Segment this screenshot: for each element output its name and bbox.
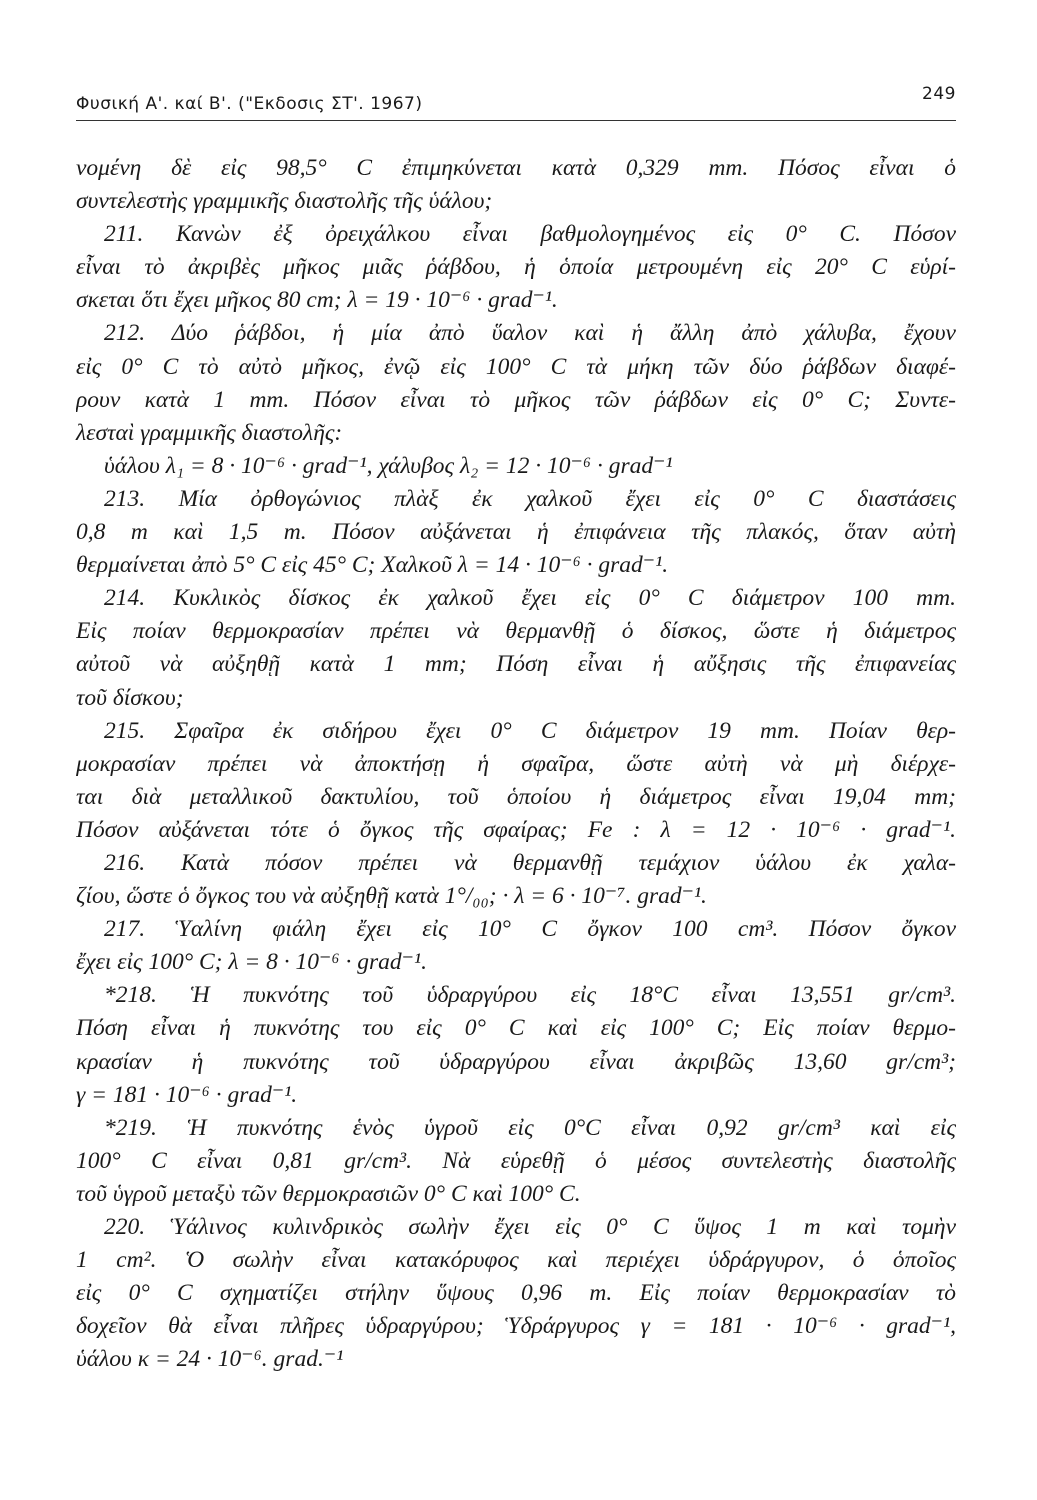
text-line: ζίου, ὥστε ὁ ὄγκος του νὰ αὐξηθῇ κατὰ 1°/₀₀; · λ = 6 · 10⁻⁷. grad⁻¹. <box>76 883 707 910</box>
problem-217-start: 217. Ὑαλίνη φιάλη ἔχει εἰς 10° C ὄγκον 100 cm³. Πόσον ὄγκον <box>104 916 956 943</box>
exercise-text <box>76 152 956 1376</box>
text-line: ρουν κατὰ 1 mm. Πόσον εἶναι τὸ μῆκος τῶν ῥάβδων εἰς 0° C; Συντε- <box>76 386 956 413</box>
problem-212-start: 212. Δύο ῥάβδοι, ἡ μία ἀπὸ ὕαλον καὶ ἡ ἄλλη ἀπὸ χάλυβα, ἔχουν <box>104 320 956 347</box>
page-number: 249 <box>922 84 956 104</box>
problem-214-start: 214. Κυκλικὸς δίσκος ἐκ χαλκοῦ ἔχει εἰς 0° C διάμετρον 100 mm. <box>104 585 956 612</box>
running-title: Φυσική Α'. καί Β'. ("Εκδοσις ΣΤ'. 1967) <box>76 94 423 114</box>
text-line: Εἰς ποίαν θερμοκρασίαν πρέπει νὰ θερμανθῇ ὁ δίσκος, ὥστε ἡ διάμετρος <box>76 618 956 645</box>
text-line: θερμαίνεται ἀπὸ 5° C εἰς 45° C; Χαλκοῦ λ = 14 · 10⁻⁶ · grad⁻¹. <box>76 552 669 579</box>
page-header <box>76 84 956 122</box>
problem-220-start: 220. Ὑάλινος κυλινδρικὸς σωλὴν ἔχει εἰς 0° C ὕψος 1 m καὶ τομὴν <box>104 1214 956 1240</box>
text-line: εἰς 0° C τὸ αὐτὸ μῆκος, ἐνῷ εἰς 100° C τὰ μήκη τῶν δύο ῥάβδων διαφέ- <box>76 353 956 380</box>
header-rule <box>76 120 956 121</box>
text-line: 100° C εἶναι 0,81 gr/cm³. Νὰ εὑρεθῇ ὁ μέσος συντελεστὴς διαστολῆς <box>76 1147 956 1174</box>
text-line: νομένη δὲ εἰς 98,5° C ἐπιμηκύνεται κατὰ 0,329 mm. Πόσος εἶναι ὁ <box>76 155 956 181</box>
text-line: 1 cm². Ὁ σωλὴν εἶναι κατακόρυφος καὶ περιέχει ὑδράργυρον, ὁ ὁποῖος <box>76 1247 956 1274</box>
text-line: δοχεῖον θὰ εἶναι πλῆρες ὑδραργύρου; Ὑδράργυρος γ = 181 · 10⁻⁶ · grad⁻¹, <box>76 1313 956 1340</box>
text-line: σκεται ὅτι ἔχει μῆκος 80 cm; λ = 19 · 10⁻⁶ · grad⁻¹. <box>76 287 558 314</box>
problem-215-start: 215. Σφαῖρα ἐκ σιδήρου ἔχει 0° C διάμετρον 19 mm. Ποίαν θερ- <box>104 717 956 744</box>
text-line: εἶναι τὸ ἀκριβὲς μῆκος μιᾶς ῥάβδου, ἡ ὁποία μετρουμένη εἰς 20° C εὑρί- <box>76 254 956 281</box>
problem-218-start: *218. Ἡ πυκνότης τοῦ ὑδραργύρου εἰς 18°C εἶναι 13,551 gr/cm³. <box>104 982 956 1009</box>
problem-216-start: 216. Κατὰ πόσον πρέπει νὰ θερμανθῇ τεμάχιον ὑάλου ἐκ χαλα- <box>104 849 956 876</box>
text-line: γ = 181 · 10⁻⁶ · grad⁻¹. <box>76 1081 298 1108</box>
formula-line: ὑάλου λ₁ = 8 · 10⁻⁶ · grad⁻¹, χάλυβος λ₂ = 12 · 10⁻⁶ · grad⁻¹ <box>104 452 673 479</box>
text-line: τοῦ δίσκου; <box>76 684 184 711</box>
text-line: τοῦ ὑγροῦ μεταξὺ τῶν θερμοκρασιῶν 0° C καὶ 100° C. <box>76 1180 581 1207</box>
problem-219-start: *219. Ἡ πυκνότης ἑνὸς ὑγροῦ εἰς 0°C εἶναι 0,92 gr/cm³ καὶ εἰς <box>104 1114 956 1141</box>
text-line: συντελεστὴς γραμμικῆς διαστολῆς τῆς ὑάλου; <box>76 188 493 215</box>
text-line: εἰς 0° C σχηματίζει στήλην ὕψους 0,96 m. Εἰς ποίαν θερμοκρασίαν τὸ <box>76 1280 956 1307</box>
text-line: Πόση εἶναι ἡ πυκνότης του εἰς 0° C καὶ εἰς 100° C; Εἰς ποίαν θερμο- <box>76 1015 956 1042</box>
text-line: 0,8 m καὶ 1,5 m. Πόσον αὐξάνεται ἡ ἐπιφάνεια τῆς πλακός, ὅταν αὐτὴ <box>76 519 956 546</box>
text-line: ἔχει εἰς 100° C; λ = 8 · 10⁻⁶ · grad⁻¹. <box>76 949 427 976</box>
text-line: μοκρασίαν πρέπει νὰ ἀποκτήσῃ ἡ σφαῖρα, ὥστε αὐτὴ νὰ μὴ διέρχε- <box>76 750 956 777</box>
text-line: κρασίαν ἡ πυκνότης τοῦ ὑδραργύρου εἶναι ἀκριβῶς 13,60 gr/cm³; <box>76 1048 956 1075</box>
text-line: λεσταὶ γραμμικῆς διαστολῆς: <box>76 419 343 446</box>
problem-213-start: 213. Μία ὀρθογώνιος πλὰξ ἐκ χαλκοῦ ἔχει εἰς 0° C διαστάσεις <box>104 485 956 512</box>
text-line: αὐτοῦ νὰ αὐξηθῇ κατὰ 1 mm; Πόση εἶναι ἡ αὔξησις τῆς ἐπιφανείας <box>76 651 956 678</box>
problem-211-start: 211. Κανὼν ἐξ ὀρειχάλκου εἶναι βαθμολογημένος εἰς 0° C. Πόσον <box>104 221 956 248</box>
text-line: ὑάλου κ = 24 · 10⁻⁶. grad.⁻¹ <box>76 1346 344 1373</box>
text-line: Πόσον αὐξάνεται τότε ὁ ὄγκος τῆς σφαίρας; Fe : λ = 12 · 10⁻⁶ · grad⁻¹. <box>76 816 956 843</box>
text-line: ται διὰ μεταλλικοῦ δακτυλίου, τοῦ ὁποίου ἡ διάμετρος εἶναι 19,04 mm; <box>76 783 956 810</box>
